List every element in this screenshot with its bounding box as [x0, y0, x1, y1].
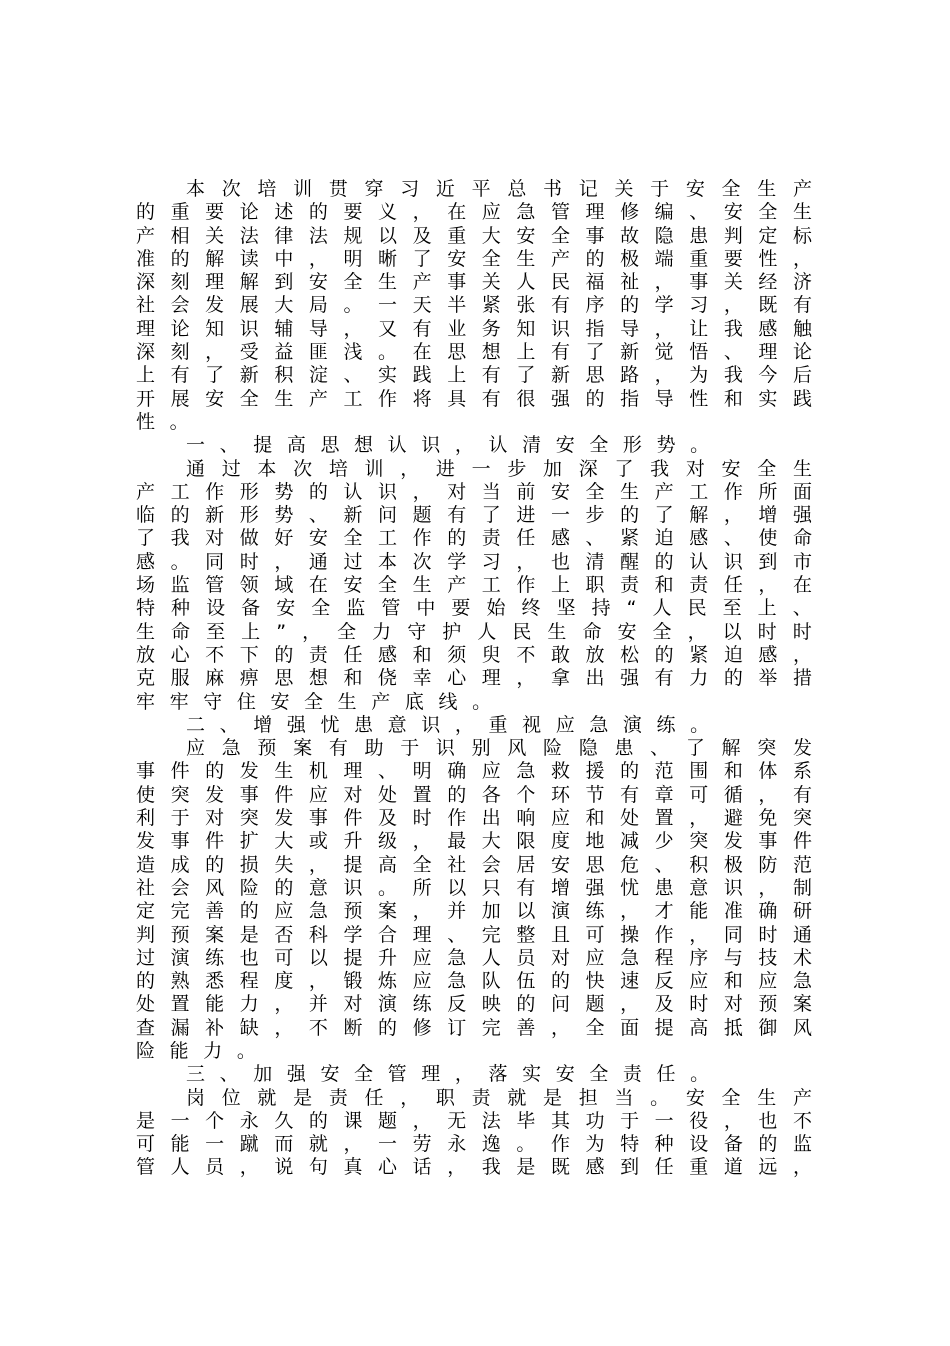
text-line: 克 服 麻 痹 思 想 和 侥 幸 心 理 ， 拿 出 强 有 力 的 举 措	[136, 667, 812, 690]
text-line: 产 相 关 法 律 法 规 以 及 重 大 安 全 事 故 隐 患 判 定 标	[136, 224, 812, 247]
paragraph-first-line: 应 急 预 案 有 助 于 识 别 风 险 隐 患 、 了 解 突 发	[186, 737, 812, 760]
text-line: 性 。	[136, 410, 204, 433]
text-line: 的 熟 悉 程 度 ， 锻 炼 应 急 队 伍 的 快 速 反 应 和 应 急	[136, 970, 812, 993]
section-heading: 一 、 提 高 思 想 认 识 ， 认 清 安 全 形 势 。	[186, 434, 724, 457]
text-line: 特 种 设 备 安 全 监 管 中 要 始 终 坚 持 “ 人 民 至 上 、	[136, 597, 812, 620]
paragraph-first-line: 本 次 培 训 贯 穿 习 近 平 总 书 记 关 于 安 全 生 产	[186, 178, 812, 200]
text-line: 使 突 发 事 件 应 对 处 置 的 各 个 环 节 有 章 可 循 ， 有	[136, 783, 812, 806]
text-line: 管 人 员 ， 说 句 真 心 话 ， 我 是 既 感 到 任 重 道 远 ，	[136, 1156, 812, 1179]
text-line: 社 会 风 险 的 意 识 。 所 以 只 有 增 强 忧 患 意 识 ， 制	[136, 876, 812, 899]
text-line: 处 置 能 力 ， 并 对 演 练 反 映 的 问 题 ， 及 时 对 预 案	[136, 993, 812, 1016]
text-line: 上 有 了 新 积 淀 、 实 践 上 有 了 新 思 路 ， 为 我 今 后	[136, 364, 812, 387]
text-line: 判 预 案 是 否 科 学 合 理 、 完 整 且 可 操 作 ， 同 时 通	[136, 923, 812, 946]
text-line: 开 展 安 全 生 产 工 作 将 具 有 很 强 的 指 导 性 和 实 践	[136, 387, 812, 410]
text-line: 深 刻 理 解 到 安 全 生 产 事 关 人 民 福 祉 ， 事 关 经 济	[136, 271, 812, 294]
text-line: 场 监 管 领 域 在 安 全 生 产 工 作 上 职 责 和 责 任 ， 在	[136, 574, 812, 597]
text-line: 生 命 至 上 ” ， 全 力 守 护 人 民 生 命 安 全 ， 以 时 时	[136, 620, 812, 643]
text-line: 发 事 件 扩 大 或 升 级 ， 最 大 限 度 地 减 少 突 发 事 件	[136, 830, 812, 853]
text-line: 放 心 不 下 的 责 任 感 和 须 臾 不 敢 放 松 的 紧 迫 感 ，	[136, 643, 812, 666]
text-line: 深 刻 ， 受 益 匪 浅 。 在 思 想 上 有 了 新 觉 悟 、 理 论	[136, 341, 812, 364]
text-line: 险 能 力 。	[136, 1039, 271, 1062]
text-line: 了 我 对 做 好 安 全 工 作 的 责 任 感 、 紧 迫 感 、 使 命	[136, 527, 812, 550]
text-line: 准 的 解 读 中 ， 明 晰 了 安 全 生 产 的 极 端 重 要 性 ，	[136, 247, 812, 270]
text-line: 事 件 的 发 生 机 理 、 明 确 应 急 救 援 的 范 围 和 体 系	[136, 760, 812, 783]
section-heading: 二 、 增 强 忧 患 意 识 ， 重 视 应 急 演 练 。	[186, 713, 724, 736]
text-line: 造 成 的 损 失 ， 提 高 全 社 会 居 安 思 危 、 积 极 防 范	[136, 853, 812, 876]
text-line: 可 能 一 蹴 而 就 ， 一 劳 永 逸 。 作 为 特 种 设 备 的 监	[136, 1133, 812, 1156]
text-line: 牢 牢 守 住 安 全 生 产 底 线 。	[136, 690, 506, 713]
text-line: 查 漏 补 缺 ， 不 断 的 修 订 完 善 ， 全 面 提 高 抵 御 风	[136, 1016, 812, 1039]
text-line: 临 的 新 形 势 、 新 问 题 有 了 进 一 步 的 了 解 ， 增 强	[136, 504, 812, 527]
document-body	[136, 178, 812, 1180]
text-line: 社 会 发 展 大 局 。 一 天 半 紧 张 有 序 的 学 习 ， 既 有	[136, 294, 812, 317]
text-line: 过 演 练 也 可 以 提 升 应 急 人 员 对 应 急 程 序 与 技 术	[136, 946, 812, 969]
paragraph-first-line: 通 过 本 次 培 训 ， 进 一 步 加 深 了 我 对 安 全 生	[186, 457, 812, 480]
text-line: 理 论 知 识 辅 导 ， 又 有 业 务 知 识 指 导 ， 让 我 感 触	[136, 317, 812, 340]
text-line: 产 工 作 形 势 的 认 识 ， 对 当 前 安 全 生 产 工 作 所 面	[136, 480, 812, 503]
text-line: 感 。 同 时 ， 通 过 本 次 学 习 ， 也 清 醒 的 认 识 到 市	[136, 550, 812, 573]
section-heading: 三 、 加 强 安 全 管 理 ， 落 实 安 全 责 任 。	[186, 1063, 724, 1086]
paragraph-first-line: 岗 位 就 是 责 任 ， 职 责 就 是 担 当 。 安 全 生 产	[186, 1086, 812, 1109]
text-line: 是 一 个 永 久 的 课 题 ， 无 法 毕 其 功 于 一 役 ， 也 不	[136, 1109, 812, 1132]
text-line: 利 于 对 突 发 事 件 及 时 作 出 响 应 和 处 置 ， 避 免 突	[136, 807, 812, 830]
text-line: 的 重 要 论 述 的 要 义 ， 在 应 急 管 理 修 编 、 安 全 生	[136, 201, 812, 224]
text-line: 定 完 善 的 应 急 预 案 ， 并 加 以 演 练 ， 才 能 准 确 研	[136, 900, 812, 923]
